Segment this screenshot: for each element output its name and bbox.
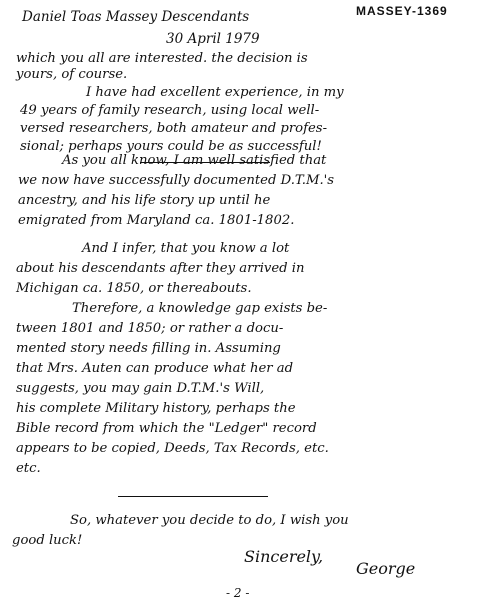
letter-title: Daniel Toas Massey Descendants [22, 9, 250, 25]
text-line: emigrated from Maryland ca. 1801-1802. [18, 213, 295, 228]
closing-line: Sincerely, [244, 547, 324, 566]
text-line: sional; perhaps yours could be as successful! [20, 139, 322, 154]
text-line: ancestry, and his life story up until he [18, 193, 271, 208]
text-line: Bible record from which the "Ledger" record [16, 421, 317, 436]
text-line: his complete Military history, perhaps the [16, 401, 296, 416]
text-line: So, whatever you decide to do, I wish you [70, 513, 349, 528]
text-line: good luck! [12, 533, 83, 548]
text-line: which you all are interested. the decision is [16, 51, 308, 66]
text-line: I have had excellent experience, in my [86, 85, 344, 100]
text-line: about his descendants after they arrived in [16, 261, 305, 276]
text-line: we now have successfully documented D.T.M.'s [18, 173, 335, 188]
text-line: suggests, you may gain D.T.M.'s Will, [16, 381, 265, 396]
text-line: mented story needs filling in. Assuming [16, 341, 281, 356]
text-line: appears to be copied, Deeds, Tax Records, etc. [16, 441, 329, 456]
text-line: versed researchers, both amateur and profes- [20, 121, 328, 136]
letter-date: 30 April 1979 [166, 31, 260, 47]
text-line: tween 1801 and 1850; or rather a docu- [16, 321, 284, 336]
reference-code: MASSEY-1369 [356, 4, 448, 18]
page-number: - 2 - [226, 586, 250, 600]
text-line: Therefore, a knowledge gap exists be- [72, 301, 328, 316]
section-divider-2 [118, 496, 268, 497]
text-line: As you all know, I am well satisfied that [62, 153, 327, 168]
text-line: Michigan ca. 1850, or thereabouts. [16, 281, 252, 296]
text-line: yours, of course. [16, 67, 128, 82]
text-line: 49 years of family research, using local well- [20, 103, 320, 118]
text-line: that Mrs. Auten can produce what her ad [16, 361, 294, 376]
text-line: etc. [16, 461, 41, 476]
text-line: And I infer, that you know a lot [82, 241, 290, 256]
signature: George [356, 559, 416, 578]
